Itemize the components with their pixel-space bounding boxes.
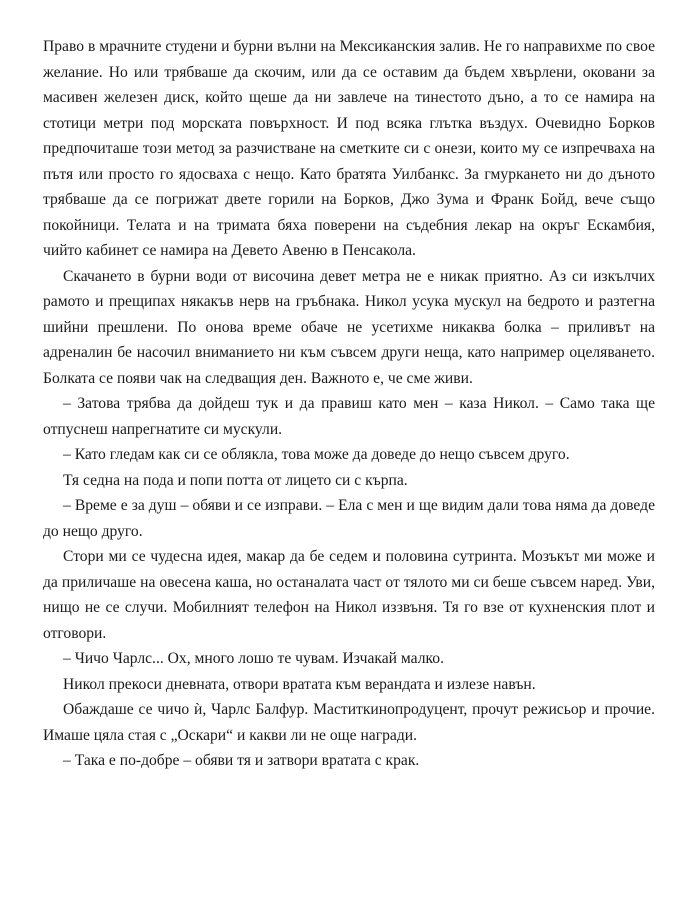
dialogue-paragraph: – Така е по-добре – обяви тя и затвори вратата с крак.	[63, 752, 420, 769]
dialogue-paragraph: – Време е за душ – обяви и се изправи. – Ела с мен и ще видим дали това няма да доведе до нещо друго.	[43, 497, 655, 540]
dialogue-paragraph: – Затова трябва да дойдеш тук и да правиш като мен – каза Никол. – Само така ще отпуснеш напрегнатите си мускули.	[43, 395, 655, 438]
paragraph: Право в мрачните студени и бурни вълни на Мексиканския залив. Не го направихме по свое желание. Но или трябваше да скочим, или да се оставим да бъдем хвърлени, оковани за масивен железен диск, който щеше да ни завлече на тинестото дъно, а то се намира на стотици метри под морската повърхност. И под всяка глътка въздух. Очевидно Борков предпочиташе този метод за разчистване на сметките си с онези, които му се изпречваха на пътя или просто го ядосваха с нещо. Като братята Уилбанкс. За гмуркането ни до дъното трябваше да се погрижат двете горили на Борков, Джо Зума и Франк Бойд, вече също покойници. Телата и на тримата бяха поверени на съдебния лекар на окръг Ескамбия, чийто кабинет се намира на Девето Авеню в Пенсакола.	[43, 38, 655, 259]
document-page	[43, 34, 655, 774]
dialogue-paragraph: – Като гледам как си се облякла, това може да доведе до нещо съвсем друго.	[63, 446, 570, 463]
paragraph: Скачането в бурни води от височина девет метра не е никак приятно. Аз си изкълчих рамото и прещипах някакъв нерв на гръбнака. Никол усука мускул на бедрото и разтегна шийни прешлени. По онова време обаче не усетихме никаква болка – приливът на адреналин бе насочил вниманието ни към съвсем други неща, като например оцеляването. Болката се появи чак на следващия ден. Важното е, че сме живи.	[43, 267, 655, 387]
paragraph: Стори ми се чудесна идея, макар да бе седем и половина сутринта. Мозъкът ми може и да приличаше на овесена каша, но останалата част от тялото ми си беше съвсем наред. Уви, нищо не се случи. Мобилният телефон на Никол иззвъня. Тя го взе от кухненския плот и отговори.	[43, 548, 655, 642]
paragraph: Тя седна на пода и попи потта от лицето си с кърпа.	[63, 471, 408, 489]
paragraph: Никол прекоси дневната, отвори вратата към верандата и излезе навън.	[63, 675, 536, 693]
dialogue-paragraph: – Чичо Чарлс... Ох, много лошо те чувам. Изчакай малко.	[63, 650, 444, 667]
paragraph: Обаждаше се чичо ѝ, Чарлс Балфур. Маститкинопродуцент, прочут режисьор и прочие. Имаше цяла стая с „Оскари“ и какви ли не още награди.	[43, 701, 655, 744]
